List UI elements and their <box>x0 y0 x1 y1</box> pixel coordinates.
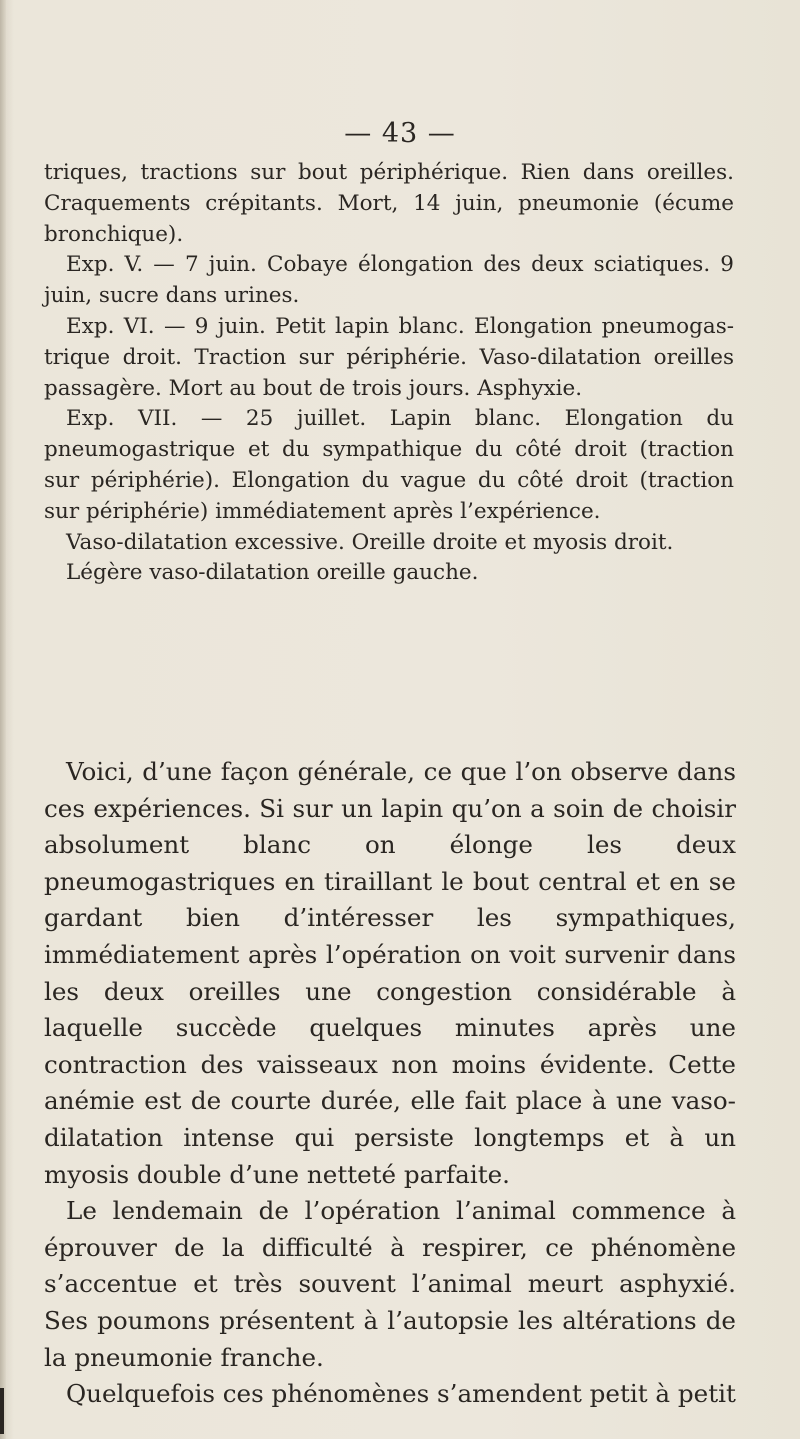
experiment-vi: Exp. VI. — 9 juin. Petit lapin blanc. Elongation pneumogastrique droit. Traction sur périphérie. Vaso-dilatation oreilles passagère. Mort au bout de trois jours. Asphyxie. <box>44 313 734 401</box>
experiment-vii-result-2: Légère vaso-dilatation oreille gauche. <box>66 560 479 586</box>
experiment-vii: Exp. VII. — 25 juillet. Lapin blanc. Elongation du pneumogastrique et du sympathique du côté droit (traction sur périphérie). Elongation du vague du côté droit (traction sur périphérie) immédiatement après l’expérience. <box>44 406 734 524</box>
paragraph-general-observation: Voici, d’une façon générale, ce que l’on observe dans ces expériences. Si sur un lapin qu’on a soin de choisir absolument blanc on élonge les deux pneumogastriques en tiraillant le bout central et en se gardant bien d’intéresser les sympathiques, immédiatement après l’opération on voit survenir dans les deux oreilles une congestion considérable à laquelle succède quelques minutes après une contraction des vaisseaux non moins évidente. Cette anémie est de courte durée, elle fait place à une vaso-dilatation intense qui persiste longtemps et à un myosis double d’une netteté parfaite. <box>44 757 736 1189</box>
experiment-v: Exp. V. — 7 juin. Cobaye élongation des deux sciatiques. 9 juin, sucre dans urines. <box>44 252 734 309</box>
page-binding-edge <box>0 0 6 1439</box>
experiment-continuation: triques, tractions sur bout périphérique. Rien dans oreilles. Craquements crépitants. Mort, 14 juin, pneumonie (écume bronchique). <box>44 160 734 247</box>
main-text <box>44 754 736 1413</box>
scan-edge-mark <box>0 1388 4 1434</box>
page-number: — 43 — <box>344 118 456 149</box>
paragraph-next-day: Le lendemain de l’opération l’animal commence à éprouver de la difficulté à respirer, ce phénomène s’accentue et très souvent l’animal meurt asphyxié. Ses poumons présentent à l’autopsie les altérations de la pneumonie franche. <box>44 1196 736 1372</box>
paragraph-sometimes: Quelquefois ces phénomènes s’amendent petit à petit <box>66 1379 736 1409</box>
experiment-vii-result-1: Vaso-dilatation excessive. Oreille droite et myosis droit. <box>66 529 674 555</box>
experiment-notes <box>44 158 734 589</box>
